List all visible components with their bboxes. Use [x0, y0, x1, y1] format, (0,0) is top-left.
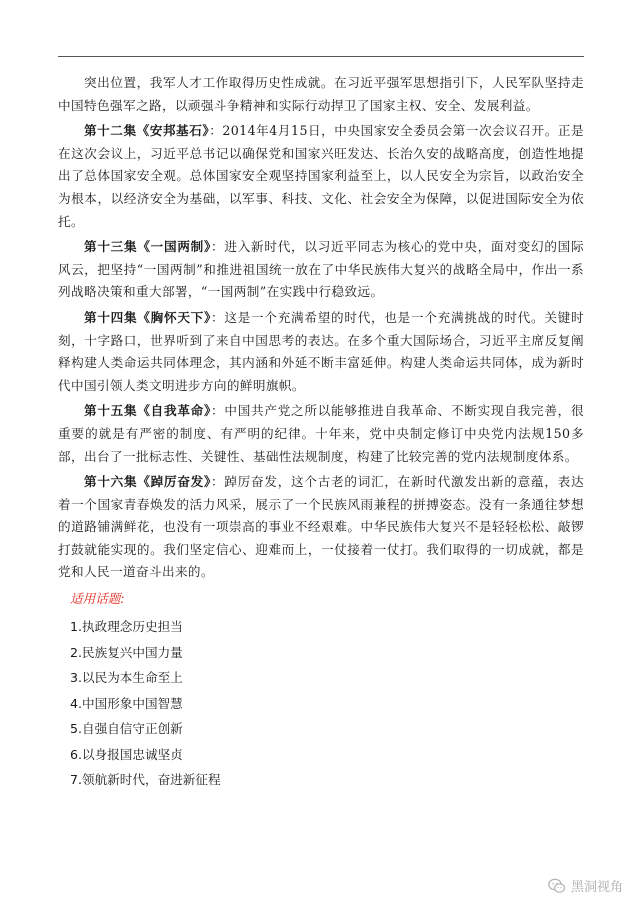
topic-item: 2.民族复兴中国力量	[70, 644, 183, 660]
topic-item: 4.中国形象中国智慧	[70, 695, 183, 711]
paragraph-text: ：这是一个充满希望的时代，也是一个充满挑战的时代。关键时刻，十字路口，世界听到了来自中国思考的表达。在多个重大国际场合，习近平主席反复阐释构建人类命运共同体理念，其内涵和外延不断丰富延伸。构建人类命运共同体，成为新时代中国引领人类文明进步方向的鲜明旗帜。	[58, 309, 585, 393]
topic-item: 5.自强自信守正创新	[70, 721, 183, 737]
watermark-text: 黑洞视角	[570, 880, 623, 895]
paragraph-episode-13	[58, 236, 584, 304]
watermark	[548, 876, 623, 895]
episode-title: 第十二集《安邦基石》	[84, 123, 210, 139]
episode-title: 第十五集《自我革命》	[84, 403, 212, 419]
episode-title: 第十三集《一国两制》	[84, 239, 212, 255]
topic-item: 3.以民为本生命至上	[70, 670, 183, 686]
topic-item: 7.领航新时代，奋进新征程	[70, 772, 221, 788]
document-body	[58, 72, 584, 793]
wechat-icon	[548, 878, 566, 894]
topics-list	[58, 614, 584, 793]
paragraph-episode-15	[58, 400, 584, 468]
paragraph-text: ：进入新时代，以习近平同志为核心的党中央，面对变幻的国际风云，把坚持“一国两制”和推进祖国统一放在了中华民族伟大复兴的战略全局中，作出一系列战略决策和重大部署，“一国两制”在实践中行稳致远。	[58, 239, 585, 300]
paragraph-text: ：踔厉奋发，这个古老的词汇，在新时代激发出新的意蕴，表达着一个国家青春焕发的活力风采，展示了一个民族风雨兼程的拼搏姿态。没有一条通往梦想的道路铺满鲜花，也没有一项崇高的事业不经艰难。中华民族伟大复兴不是轻轻松松、敲锣打鼓就能实现的。我们坚定信心、迎难而上，一仗接着一仗打。我们取得的一切成就，都是党和人民一道奋斗出来的。	[58, 474, 585, 580]
topics-heading: 适用话题:	[70, 591, 125, 607]
paragraph-episode-14	[58, 307, 584, 397]
episode-title: 第十六集《踔厉奋发》	[84, 474, 212, 490]
paragraph-intro	[58, 72, 584, 117]
episode-title: 第十四集《胸怀天下》	[84, 309, 212, 325]
paragraph-text: ：2014年4月15日，中央国家安全委员会第一次会议召开。正是在这次会议上，习近平总书记以确保党和国家兴旺发达、长治久安的战略高度，创造性地提出了总体国家安全观。总体国家安全观坚持国家利益至上，以人民安全为宗旨，以政治安全为根本，以经济安全为基础，以军事、科技、文化、社会安全为保障，以促进国际安全为依托。	[58, 123, 584, 229]
paragraph-text: 突出位置，我军人才工作取得历史性成就。在习近平强军思想指引下，人民军队坚持走中国特色强军之路，以顽强斗争精神和实际行动捍卫了国家主权、安全、发展利益。	[58, 75, 584, 113]
topic-item: 1.执政理念历史担当	[70, 619, 183, 635]
paragraph-text: ：中国共产党之所以能够推进自我革命、不断实现自我完善，很重要的就是有严密的制度、有严明的纪律。十年来，党中央制定修订中央党内法规150多部，出台了一批标志性、关键性、基础性法规制度，构建了比较完善的党内法规制度体系。	[58, 403, 585, 464]
header-rule	[58, 56, 584, 57]
topic-item: 6.以身报国忠诚坚贞	[70, 746, 183, 762]
paragraph-episode-12	[58, 120, 584, 233]
paragraph-episode-16	[58, 471, 584, 584]
